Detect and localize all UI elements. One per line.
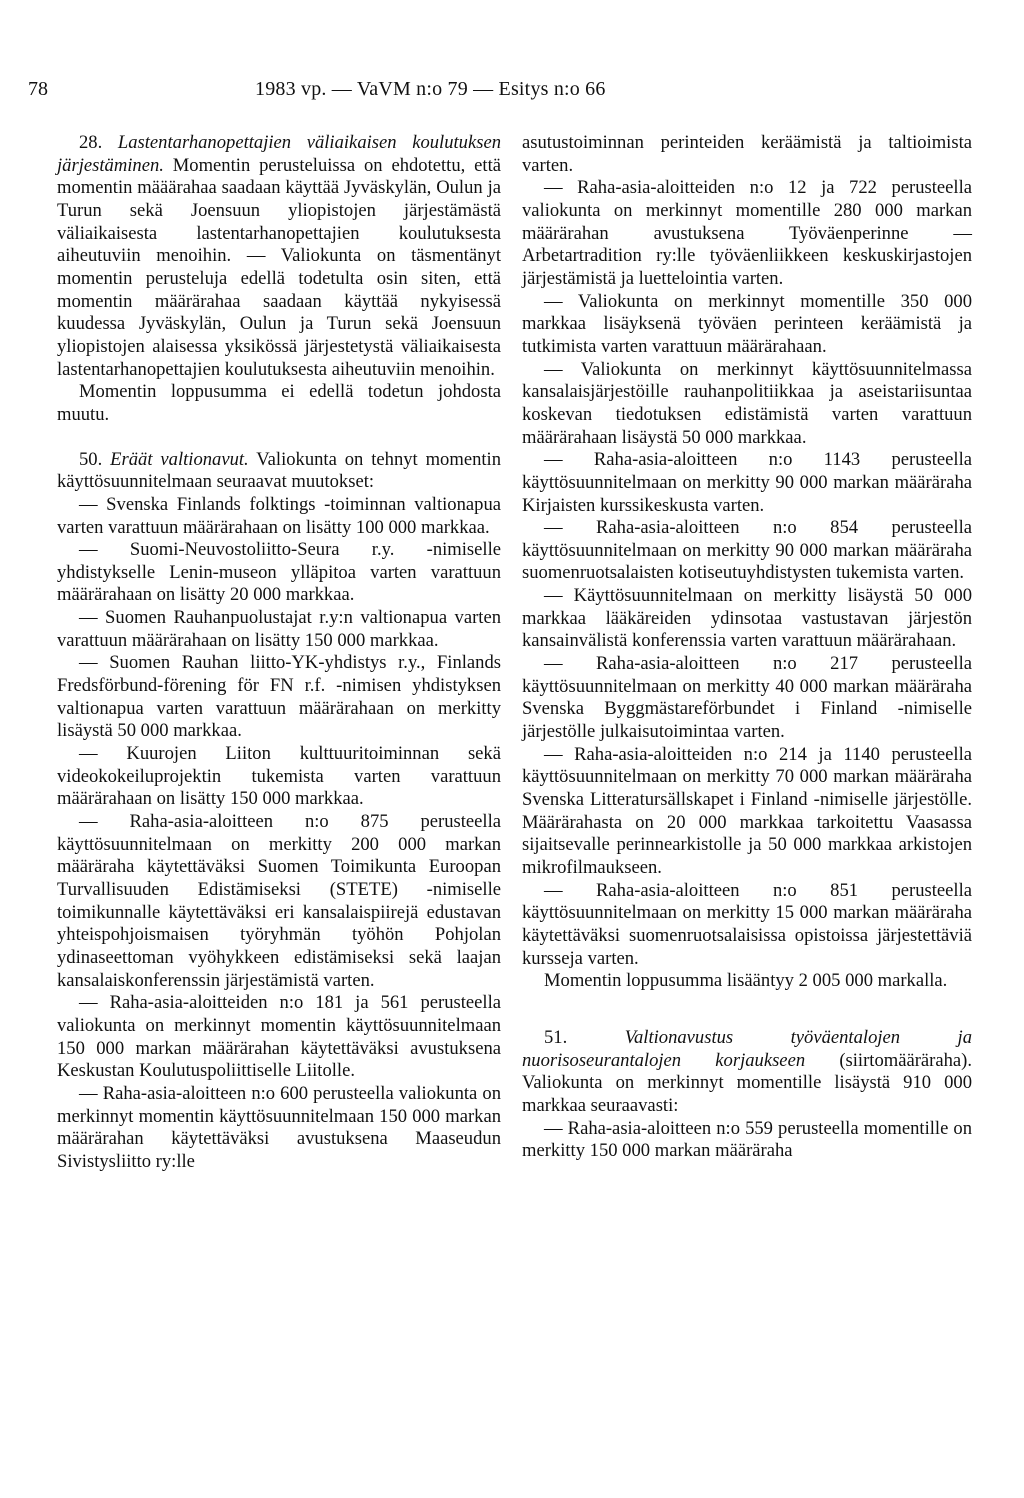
section-50-number: 50. — [79, 448, 103, 470]
list-item: — Kuurojen Liiton kulttuuritoiminnan sekä videokokeiluprojektin tukemista varten varattuun määrärahaan on lisätty 150 000 markkaa. — [57, 743, 501, 810]
section-51-text: (siirtomääräraha). Valiokunta on merkinnyt momentille lisäystä 910 000 markkaa seuraavasti: — [522, 1049, 972, 1116]
list-item: — Suomen Rauhanpuolustajat r.y:n valtionapua varten varattuun määrärahaan on lisätty 150 000 markkaa. — [57, 607, 501, 651]
list-item: — Svenska Finlands folktings -toiminnan valtionapua varten varattuun määrärahaan on lisätty 100 000 markkaa. — [57, 493, 501, 538]
list-item: — Raha-asia-aloitteiden n:o 214 ja 1140 perusteella käyttösuunnitelmaan on merkitty 70 000 markan määräraha Svenska Litteratursällskapet i Finland -nimiselle järjestölle. Määrärahasta on 20 000 markkaa tarkoitettu Vaasassa sijaitsevalle perinnearkistolle ja 50 000 markkaa arkistojen mikrofilmaukseen. — [522, 743, 972, 878]
list-item: — Käyttösuunnitelmaan on merkitty lisäystä 50 000 markkaa lääkäreiden ydinsotaa vastustavan järjestön kansainvälistä konferenssia varten varattuun määrärahaan. — [522, 585, 972, 652]
page-number: 78 — [28, 78, 48, 100]
right-column — [522, 132, 972, 1163]
list-item: — Raha-asia-aloitteiden n:o 181 ja 561 perusteella valiokunta on merkinnyt momentin käyttösuunnitelmaan 150 000 markan määrärahan käytettäväksi avustuksena Keskustan Koulutuspoliittiselle Liitolle. — [57, 992, 501, 1082]
list-item: — Raha-asia-aloitteen n:o 875 perusteella käyttösuunnitelmaan on merkitty 200 000 markan määräraha käytettäväksi Suomen Toimikunta Euroopan Turvallisuuden Edistämiseksi (STETE) -nimiselle toimikunnalle käytettäväksi eri kansalaispiirejä edustavan yhteispohjoismaisen työryhmän työhön Pohjolan ydinaseettoman vyöhykkeen edistämiseksi sekä laajan kansalaiskonferenssin järjestämistä varten. — [57, 811, 501, 991]
list-item: — Raha-asia-aloitteen n:o 851 perusteella käyttösuunnitelmaan on merkitty 15 000 markan määräraha käytettäväksi suomenruotsalaisissa opistoissa järjestettäviä kursseja varten. — [522, 879, 972, 969]
section-51 — [522, 1027, 972, 1118]
section-50-title: Eräät valtionavut. — [110, 448, 249, 470]
list-item: — Suomen Rauhan liitto-YK-yhdistys r.y., Finlands Fredsförbund-förening för FN r.f. -nimisen yhdistyksen valtionapua varten varattuun määrärahaan on merkitty lisäystä 50 000 markkaa. — [57, 652, 501, 742]
list-item: — Valiokunta on merkinnyt käyttösuunnitelmassa kansalaisjärjestöille rauhanpolitiikkaa ja aseistariisuntaa koskevan tiedotuksen edistämistä varten varattuun määrärahaan lisäystä 50 000 markkaa. — [522, 358, 972, 448]
section-28 — [57, 132, 501, 381]
section-50 — [57, 449, 501, 494]
section-28-title: Lastentarhanopettajien väliaikaisen koulutuksen järjestäminen. — [57, 132, 502, 176]
section-51-number: 51. — [544, 1026, 568, 1048]
list-item: — Raha-asia-aloitteen n:o 600 perusteella valiokunta on merkinnyt momentin käyttösuunnitelmaan 150 000 markan määrärahan käytettäväksi avustuksena Maaseudun Sivistysliitto ry:lle — [57, 1082, 501, 1172]
section-50-text: Valiokunta on tehnyt momentin käyttösuunnitelmaan seuraavat muutokset: — [57, 448, 501, 493]
section-50-closing: Momentin loppusumma lisääntyy 2 005 000 markalla. — [544, 970, 948, 992]
list-item: — Raha-asia-aloitteen n:o 854 perusteella käyttösuunnitelmaan on merkitty 90 000 markan määräraha suomenruotsalaisten kotiseutuyhdistysten tukemista varten. — [522, 517, 972, 584]
list-item: — Raha-asia-aloitteen n:o 559 perusteella momentille on merkitty 150 000 markan määräraha — [522, 1117, 972, 1162]
section-28-closing: Momentin loppusumma ei edellä todetun johdosta muutu. — [57, 381, 501, 425]
list-item: — Suomi-Neuvostoliitto-Seura r.y. -nimiselle yhdistykselle Lenin-museon ylläpitoa varten varattuun määrärahaan on lisätty 20 000 markkaa. — [57, 539, 501, 606]
spacer — [57, 427, 501, 449]
section-28-number: 28. — [79, 132, 103, 153]
spacer — [522, 993, 972, 1027]
list-item: — Raha-asia-aloitteen n:o 1143 perusteella käyttösuunnitelmaan on merkitty 90 000 markan määräraha Kirjaisten kurssikeskusta varten. — [522, 449, 972, 516]
section-28-text: Momentin perusteluissa on ehdotettu, että momentin määärahaa saadaan käyttää Jyväskylän, Oulun ja Turun sekä Joensuun yliopistojen järjestämästä väliaikaisesta lastentarhanopettajien koulutuksesta aiheutuviin menoihin. — Valiokunta on täsmentänyt momentin perusteluja edellä todetulta osin siten, että momentin määrärahaa saadaan käyttää nykyisessä kuudessa Jyväskylän, Oulun ja Turun sekä Joensuun yliopistojen alaisessa yksikössä järjestetystä väliaikaisesta lastentarhanopettajien koulutuksesta aiheutuviin menoihin. — [57, 154, 501, 380]
list-item: — Raha-asia-aloitteen n:o 217 perusteella käyttösuunnitelmaan on merkitty 40 000 markan määräraha Svenska Byggmästareförbundet i Finland -nimiselle järjestölle julkaisutoimintaa varten. — [522, 653, 972, 743]
section-51-title: Valtionavustus työväentalojen ja nuorisoseurantalojen korjaukseen — [522, 1026, 972, 1071]
running-head: 1983 vp. — VaVM n:o 79 — Esitys n:o 66 — [255, 78, 606, 100]
left-column — [57, 132, 501, 1174]
list-item: — Valiokunta on merkinnyt momentille 350 000 markkaa lisäyksenä työväen perinteen keräämistä ja tutkimista varten varattuun määrärahaan. — [522, 290, 972, 357]
list-item: — Raha-asia-aloitteiden n:o 12 ja 722 perusteella valiokunta on merkinnyt momentille 280 000 markan määrärahan avustuksena Työväenperinne — Arbetartradition ry:lle työväenliikkeen keskuskirjastojen järjestämistä ja luettelointia varten. — [522, 177, 972, 289]
list-item: asutustoiminnan perinteiden keräämistä ja taltioimista varten. — [522, 132, 972, 176]
